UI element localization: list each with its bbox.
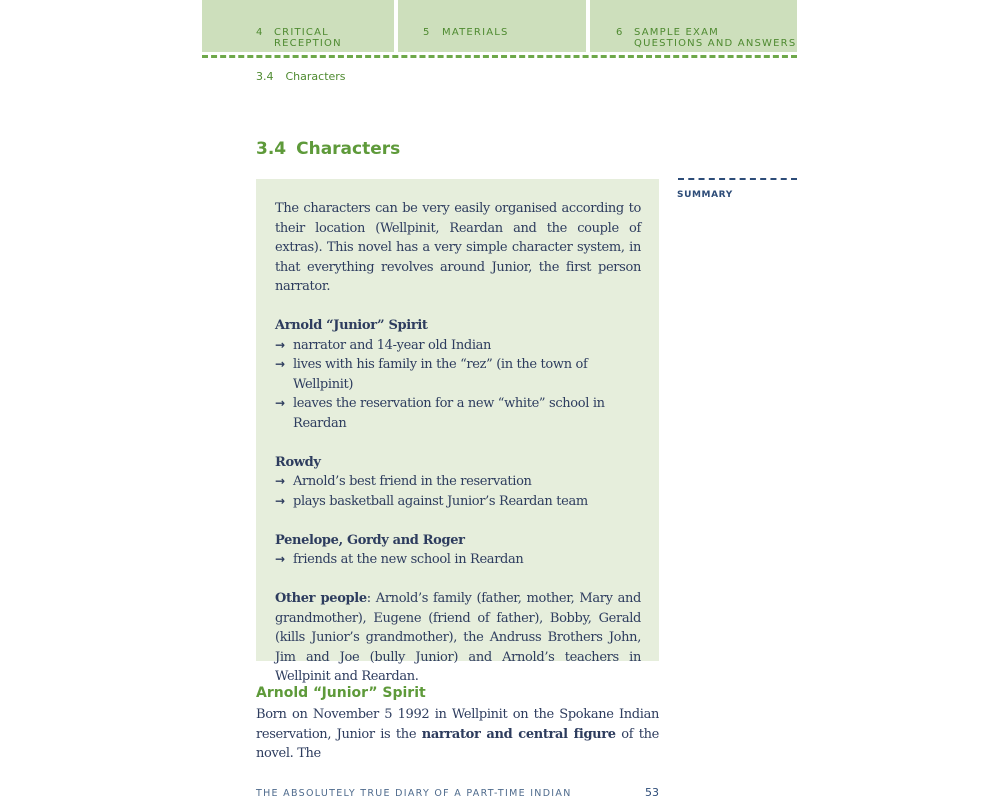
- tab-number: 4: [256, 27, 264, 38]
- other-people: [275, 589, 641, 687]
- right-arrow-icon: →: [275, 357, 285, 371]
- tab-materials[interactable]: [398, 0, 586, 52]
- right-arrow-icon: →: [275, 337, 285, 352]
- section-number: 3.4: [256, 139, 287, 159]
- character-points: [275, 550, 641, 570]
- character-name: Penelope, Gordy and Roger: [275, 532, 465, 548]
- tab-number: 5: [423, 27, 431, 38]
- character-points: [275, 472, 641, 511]
- list-item: → leaves the reservation for a new “white” school in Reardan: [275, 396, 605, 431]
- breadcrumb-title: Characters: [285, 70, 346, 83]
- breadcrumb-number: 3.4: [256, 70, 274, 83]
- tab-number: 6: [616, 27, 624, 38]
- footer-book-title: THE ABSOLUTELY TRUE DIARY OF A PART-TIME INDIAN: [256, 788, 572, 799]
- page-number: 53: [645, 786, 659, 799]
- right-arrow-icon: →: [275, 493, 285, 508]
- body-heading: Arnold “Junior” Spirit: [256, 685, 426, 701]
- summary-label: SUMMARY: [677, 190, 733, 200]
- other-people-text: : Arnold’s family (father, mother, Mary and grandmother), Eugene (friend of father), Bobby, Gerald (kills Junior’s grandmother), the Andruss Brothers John, Jim and Joe (bully Junior) and Arnold’s teachers in Wellpinit and Reardan.: [275, 591, 641, 684]
- character-points: [275, 336, 641, 434]
- tab-sample-exam[interactable]: [590, 0, 797, 52]
- body-paragraph: Born on November 5 1992 in Wellpinit on the Spokane Indian reservation, Junior is the narrator and central figure of the novel. The: [256, 707, 659, 761]
- list-item: → lives with his family in the “rez” (in the town of Wellpinit): [275, 357, 588, 392]
- tab-label: SAMPLE EXAM QUESTIONS AND ANSWERS: [634, 27, 797, 49]
- other-people-label: Other people: [275, 591, 367, 606]
- tab-label: CRITICAL RECEPTION: [274, 27, 342, 49]
- breadcrumb[interactable]: [256, 70, 346, 83]
- tab-divider: [202, 55, 797, 58]
- right-arrow-icon: →: [275, 396, 285, 410]
- right-arrow-icon: →: [275, 474, 285, 488]
- summary-divider: [678, 178, 797, 180]
- body-emphasis: narrator and central figure: [421, 726, 616, 742]
- list-item: → plays basketball against Junior’s Reardan team: [275, 492, 641, 512]
- tab-critical-reception[interactable]: [202, 0, 394, 52]
- list-item: → narrator and 14-year old Indian: [275, 336, 641, 356]
- tab-label: MATERIALS: [442, 27, 509, 38]
- list-item: → friends at the new school in Reardan: [275, 550, 641, 570]
- summary-intro: The characters can be very easily organised according to their location (Wellpinit, Reardan and the couple of extras). This novel has a very simple character system, in that everything revolves around Junior, the first person narrator.: [275, 201, 641, 294]
- section-title: Characters: [296, 139, 401, 159]
- character-name: Rowdy: [275, 454, 321, 470]
- summary-box: [256, 179, 659, 684]
- right-arrow-icon: →: [275, 552, 285, 566]
- character-name: Arnold “Junior” Spirit: [275, 318, 428, 333]
- list-item: → Arnold’s best friend in the reservation: [275, 472, 641, 492]
- section-heading: [256, 139, 400, 159]
